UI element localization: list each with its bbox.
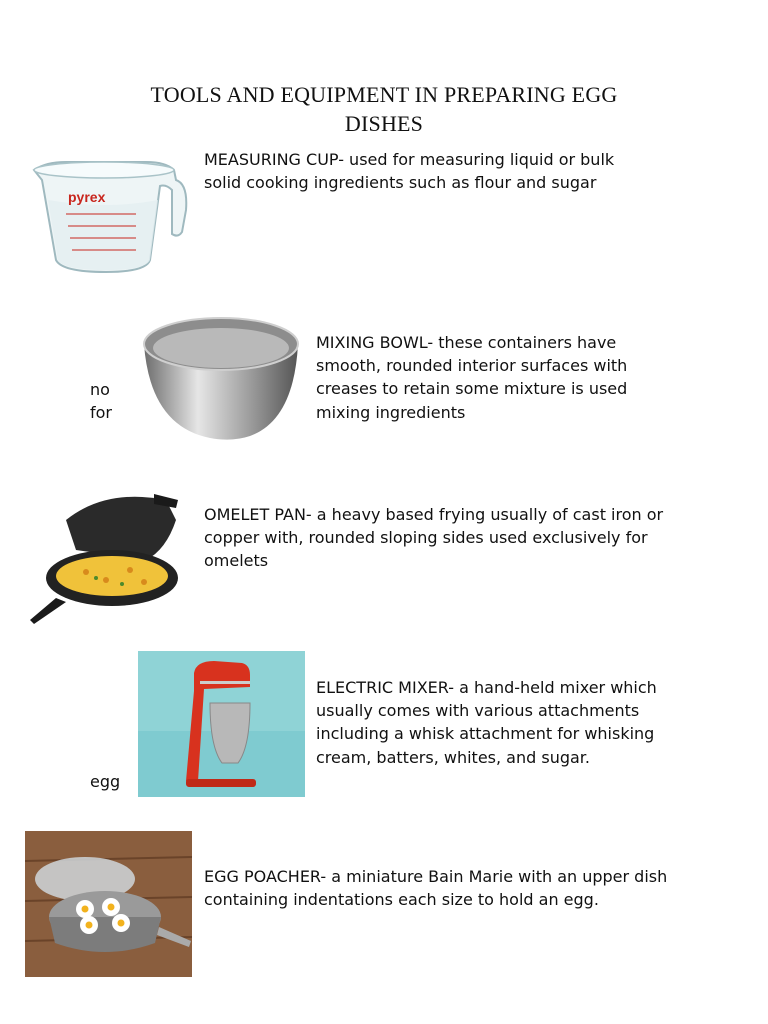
item-name: OMELET PAN- — [204, 505, 312, 524]
document-title — [0, 80, 768, 138]
mixing-bowl-description — [316, 331, 678, 424]
item-text: a heavy based frying usually of cast iron or copper with, rounded sloping sides used exclusively for omelets — [204, 505, 664, 571]
egg-poacher-image — [25, 831, 192, 977]
omelet-pan-image — [26, 490, 188, 628]
item-text: these containers have smooth, rounded interior surfaces with creases to retain some mixture is used mixing ingredients — [316, 333, 628, 422]
item-name: ELECTRIC MIXER- — [316, 678, 455, 697]
title-line-1: TOOLS AND EQUIPMENT IN PREPARING EGG — [150, 82, 618, 107]
measuring-cup-image — [26, 140, 190, 290]
electric-mixer-description — [316, 676, 696, 769]
item-text: a miniature Bain Marie with an upper dish containing indentations each size to hold an egg. — [204, 867, 668, 910]
stray-word-egg: egg — [90, 772, 121, 791]
electric-mixer-image — [138, 651, 305, 797]
item-name: EGG POACHER- — [204, 867, 327, 886]
item-text: a hand-held mixer which usually comes with various attachments including a whisk attachment for whisking cream, batters, whites, and sugar. — [316, 678, 657, 767]
item-name: MEASURING CUP- — [204, 150, 344, 169]
stray-word-no: no — [90, 380, 110, 399]
item-name: MIXING BOWL- — [316, 333, 434, 352]
mixing-bowl-image — [140, 316, 302, 442]
stray-word-for: for — [90, 403, 112, 422]
title-line-2: DISHES — [344, 111, 424, 136]
pyrex-logo: pyrex — [68, 189, 106, 205]
egg-poacher-description — [204, 865, 674, 911]
measuring-cup-description — [204, 148, 644, 194]
omelet-pan-description — [204, 503, 674, 573]
item-text: used for measuring liquid or bulk solid cooking ingredients such as flour and sugar — [204, 150, 615, 193]
